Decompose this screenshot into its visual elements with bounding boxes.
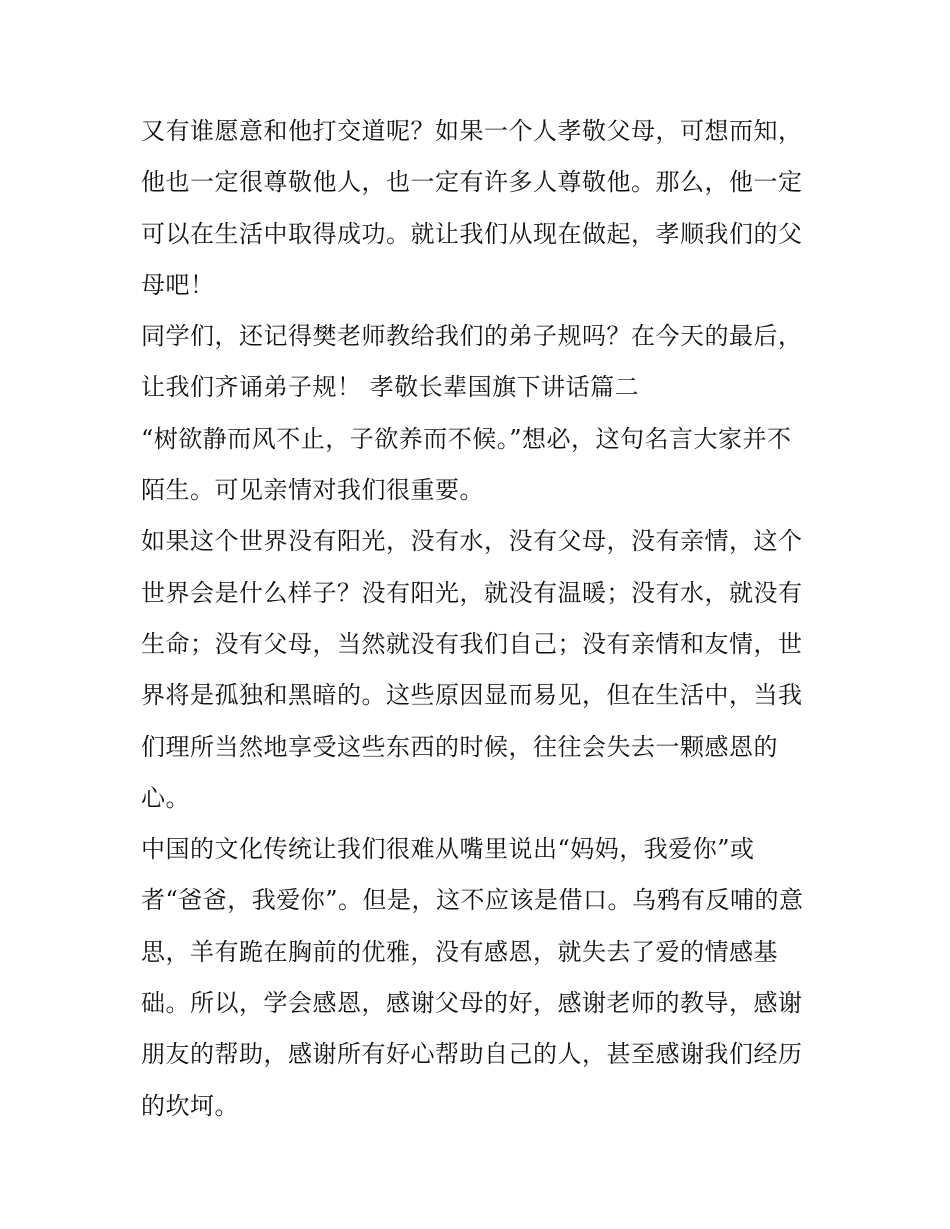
body-text (141, 106, 821, 1132)
text-line: 础。所以，学会感恩，感谢父母的好，感谢老师的教导，感谢 (141, 989, 803, 1018)
text-line: 陌生。可见亲情对我们很重要。 (141, 476, 484, 505)
text-line: 他也一定很尊敬他人，也一定有许多人尊敬他。那么，他一定 (141, 168, 803, 197)
text-line: 世界会是什么样子？没有阳光，就没有温暖；没有水，就没有 (141, 578, 803, 607)
text-line: 母吧！ (141, 270, 215, 299)
text-line: 者“爸爸，我爱你”。但是，这不应该是借口。乌鸦有反哺的意 (141, 886, 804, 915)
text-line: 中国的文化传统让我们很难从嘴里说出“妈妈，我爱你”或 (141, 835, 755, 864)
text-line: 又有谁愿意和他打交道呢？如果一个人孝敬父母，可想而知， (141, 117, 803, 145)
text-line: 的坎坷。 (141, 1091, 239, 1120)
text-line: 可以在生活中取得成功。就让我们从现在做起，孝顺我们的父 (141, 219, 803, 248)
text-line: 如果这个世界没有阳光，没有水，没有父母，没有亲情，这个 (141, 527, 803, 556)
text-line: 朋友的帮助，感谢所有好心帮助自己的人，甚至感谢我们经历 (141, 1040, 803, 1069)
text-line: 思，羊有跪在胸前的优雅，没有感恩，就失去了爱的情感基 (141, 937, 778, 966)
text-line: “树欲静而风不止，子欲养而不候。”想必，这句名言大家并不 (141, 424, 792, 453)
text-line: 界将是孤独和黑暗的。这些原因显而易见，但在生活中，当我 (141, 681, 803, 710)
text-line: 同学们，还记得樊老师教给我们的弟子规吗？在今天的最后， (141, 322, 803, 351)
text-line: 让我们齐诵弟子规！ 孝敬长辈国旗下讲话篇二 (141, 373, 640, 402)
text-line: 生命；没有父母，当然就没有我们自己；没有亲情和友情，世 (141, 629, 803, 658)
text-line: 心。 (141, 783, 190, 812)
text-line: 们理所当然地享受这些东西的时候，往往会失去一颗感恩的 (141, 732, 778, 761)
